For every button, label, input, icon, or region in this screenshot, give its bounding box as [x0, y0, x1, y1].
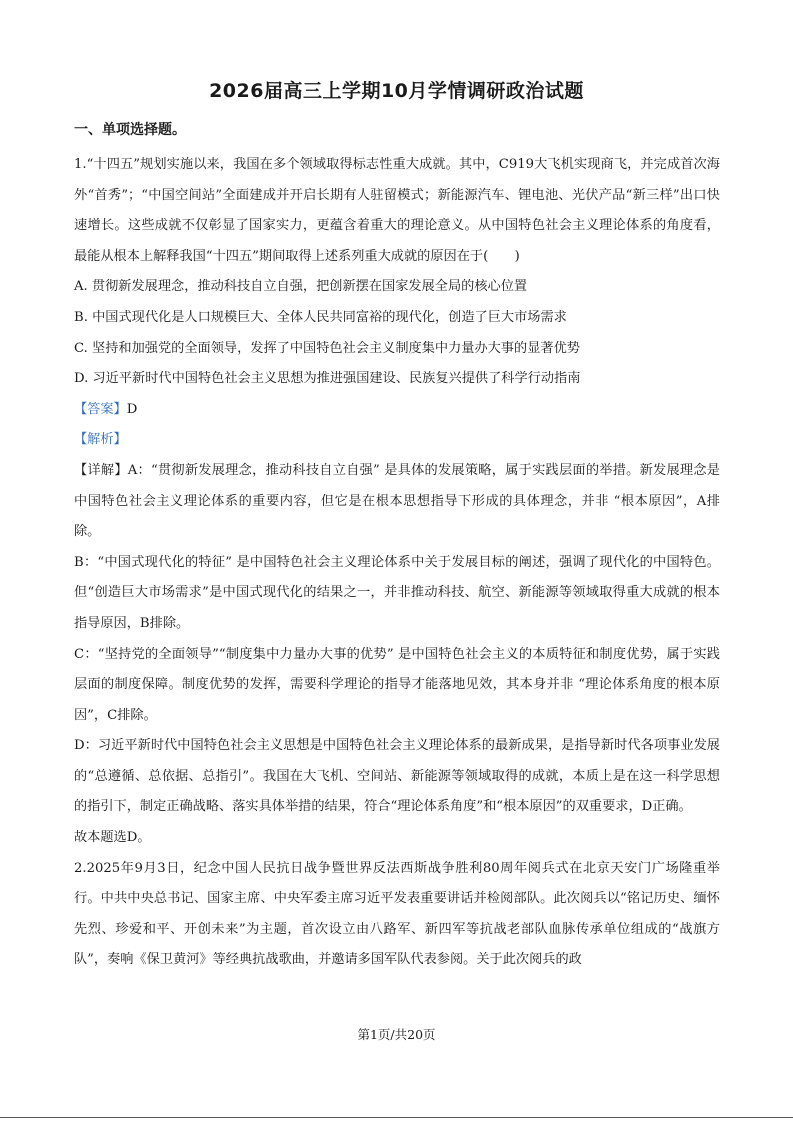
answer-value: D: [126, 401, 138, 417]
answer-line: [74, 395, 720, 426]
question-1-option-c: C. 坚持和加强党的全面领导，发挥了中国特色社会主义制度集中力量办大事的显著优势: [74, 340, 580, 356]
conclusion: 故本题选D。: [74, 830, 151, 846]
detail-a-text: A：“贯彻新发展理念，推动科技自立自强” 是具体的发展策略，属于实践层面的举措。新发展理念是中国特色社会主义理论体系的重要内容，但它是在根本思想指导下形成的具体理念，并非 “根本原因”，A排除。: [74, 462, 720, 540]
analysis-tag: 【解析】: [74, 432, 127, 448]
detail-a: [74, 456, 720, 548]
question-content: [74, 150, 720, 976]
question-2-stem: 2.2025年9月3日，纪念中国人民抗日战争暨世界反法西斯战争胜利80周年阅兵式在北京天安门广场隆重举行。中共中央总书记、国家主席、中央军委主席习近平发表重要讲话并检阅部队。此次阅兵以“铭记历史、缅怀先烈、珍爱和平、开创未来”为主题，首次设立由八路军、新四军等抗战老部队血脉传承单位组成的“战旗方队”，奏响《保卫黄河》等经典抗战歌曲，并邀请多国军队代表参阅。关于此次阅兵的政: [74, 860, 720, 968]
section-heading: 一、单项选择题。: [74, 122, 186, 138]
question-1-option-d: D. 习近平新时代中国特色社会主义思想为推进强国建设、民族复兴提供了科学行动指南: [74, 371, 581, 387]
question-1-option-b: B. 中国式现代化是人口规模巨大、全体人民共同富裕的现代化，创造了巨大市场需求: [74, 309, 567, 325]
page-title: 2026届高三上学期10月学情调研政治试题: [209, 80, 584, 102]
question-1-stem: 1.“十四五”规划实施以来，我国在多个领域取得标志性重大成就。其中，C919大飞机实现商飞，并完成首次海外“首秀”；“中国空间站”全面建成并开启长期有人驻留模式；新能源汽车、锂电池、光伏产品“新三样”出口快速增长。这些成就不仅彰显了国家实力，更蕴含着重大的理论意义。从中国特色社会主义理论体系的角度看，最能从根本上解释我国“十四五”期间取得上述系列重大成就的原因在于( ): [74, 157, 720, 264]
answer-tag: 【答案】: [74, 401, 127, 417]
detail-c: C：“坚持党的全面领导”“制度集中力量办大事的优势” 是中国特色社会主义的本质特征和制度优势，属于实践层面的制度保障。制度优势的发挥，需要科学理论的指导才能落地见效，其本身并非 “理论体系角度的根本原因”，C排除。: [74, 646, 720, 723]
analysis-line: [74, 425, 720, 456]
question-1-option-a: A. 贯彻新发展理念，推动科技自立自强，把创新摆在国家发展全局的核心位置: [74, 279, 528, 295]
page-footer: 第1页/共20页: [357, 1027, 436, 1042]
bottom-divider: [0, 1117, 793, 1118]
detail-b: B：“中国式现代化的特征” 是中国特色社会主义理论体系中关于发展目标的阐述，强调了现代化的中国特色。但“创造巨大市场需求”是中国式现代化的结果之一，并非推动科技、航空、新能源等领域取得重大成就的根本指导原因，B排除。: [74, 554, 720, 631]
detail-d: D：习近平新时代中国特色社会主义思想是中国特色社会主义理论体系的最新成果，是指导新时代各项事业发展的“总遵循、总依据、总指引”。我国在大飞机、空间站、新能源等领域取得的成就，本质上是在这一科学思想的指引下，制定正确战略、落实具体举措的结果，符合“理论体系角度”和“根本原因”的双重要求，D正确。: [74, 738, 720, 815]
detail-tag: 【详解】: [74, 462, 128, 478]
